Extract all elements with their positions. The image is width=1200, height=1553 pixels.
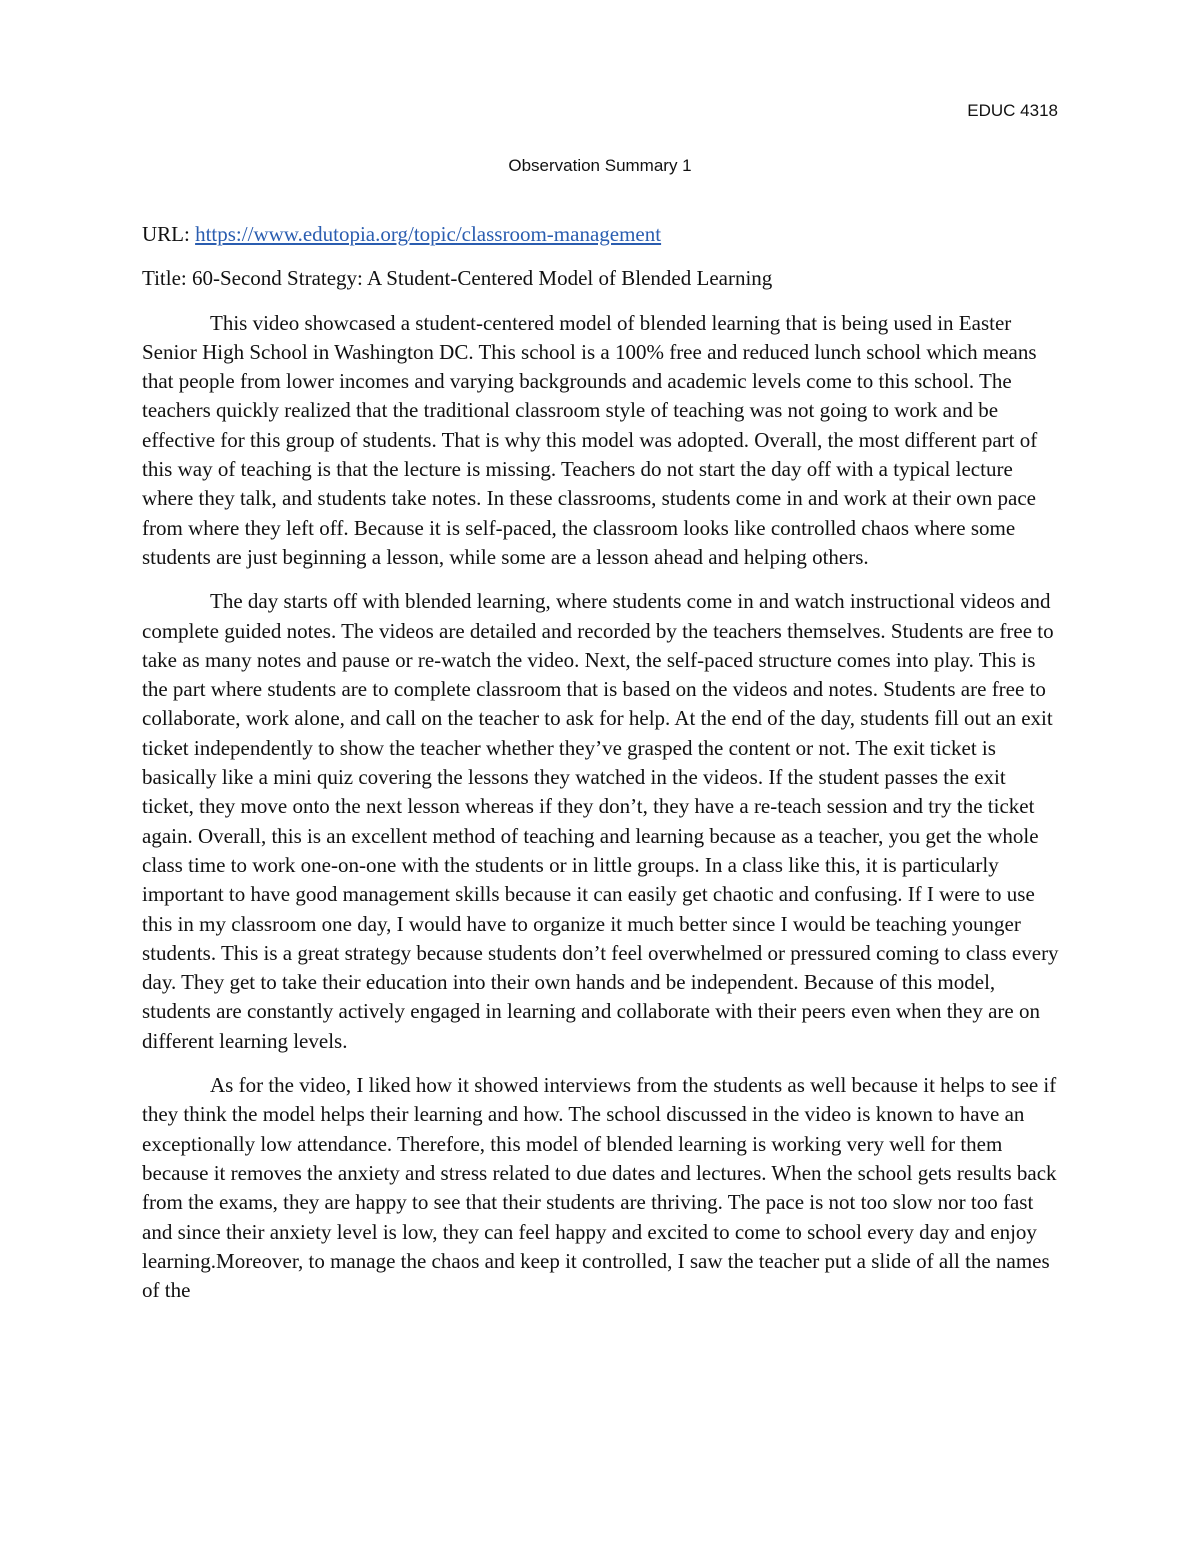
paragraph-3: As for the video, I liked how it showed interviews from the students as well because it helps to see if they think the model helps their learning and how. The school discussed in the video is known to have an exceptionally low attendance. Therefore, this model of blended learning is working very well for them because it removes the anxiety and stress related to due dates and lectures. When the school gets results back from the exams, they are happy to see that their students are thriving. The pace is not too slow nor too fast and since their anxiety level is low, they can feel happy and excited to come to school every day and enjoy learning.Moreover, to manage the chaos and keep it controlled, I saw the teacher put a slide of all the names of the bbox=[142, 1073, 1057, 1303]
course-code: EDUC 4318 bbox=[967, 101, 1058, 120]
paragraph-1: This video showcased a student-centered model of blended learning that is being used in Easter Senior High School in Washington DC. This school is a 100% free and reduced lunch school which means that people from lower incomes and varying backgrounds and academic levels come to this school. The teachers quickly realized that the traditional classroom style of teaching was not going to work and be effective for this group of students. That is why this model was adopted. Overall, the most different part of this way of teaching is that the lecture is missing. Teachers do not start the day off with a typical lecture where they talk, and students take notes. In these classrooms, students come in and work at their own pace from where they left off. Because it is self-paced, the classroom looks like controlled chaos where some students are just beginning a lesson, while some are a lesson ahead and helping others. bbox=[142, 310, 1038, 569]
url-link[interactable]: https://www.edutopia.org/topic/classroom-management bbox=[195, 222, 662, 246]
document-body bbox=[142, 220, 1060, 1320]
url-line bbox=[142, 220, 1060, 249]
document-title: Observation Summary 1 bbox=[508, 156, 692, 175]
video-title-line: Title: 60-Second Strategy: A Student-Centered Model of Blended Learning bbox=[142, 266, 773, 291]
paragraph-2: The day starts off with blended learning, where students come in and watch instructional videos and complete guided notes. The videos are detailed and recorded by the teachers themselves. Students are free to take as many notes and pause or re-watch the video. Next, the self-paced structure comes into play. This is the part where students are to complete classroom that is based on the videos and notes. Students are free to collaborate, work alone, and call on the teacher to ask for help. At the end of the day, students fill out an exit ticket independently to show the teacher whether they’ve grasped the content or not. The exit ticket is basically like a mini quiz covering the lessons they watched in the videos. If the student passes the exit ticket, they move onto the next lesson whereas if they don’t, they have a re-teach session and try the ticket again. Overall, this is an excellent method of teaching and learning because as a teacher, you get the whole class time to work one-on-one with the students or in little groups. In a class like this, it is particularly important to have good management skills because it can easily get chaotic and confusing. If I were to use this in my classroom one day, I would have to organize it much better since I would be teaching younger students. This is a great strategy because students don’t feel overwhelmed or pressured coming to class every day. They get to take their education into their own hands and be independent. Because of this model, students are constantly actively engaged in learning and collaborate with their peers even when they are on different learning levels. bbox=[142, 589, 1059, 1053]
url-label: URL: bbox=[142, 222, 196, 246]
